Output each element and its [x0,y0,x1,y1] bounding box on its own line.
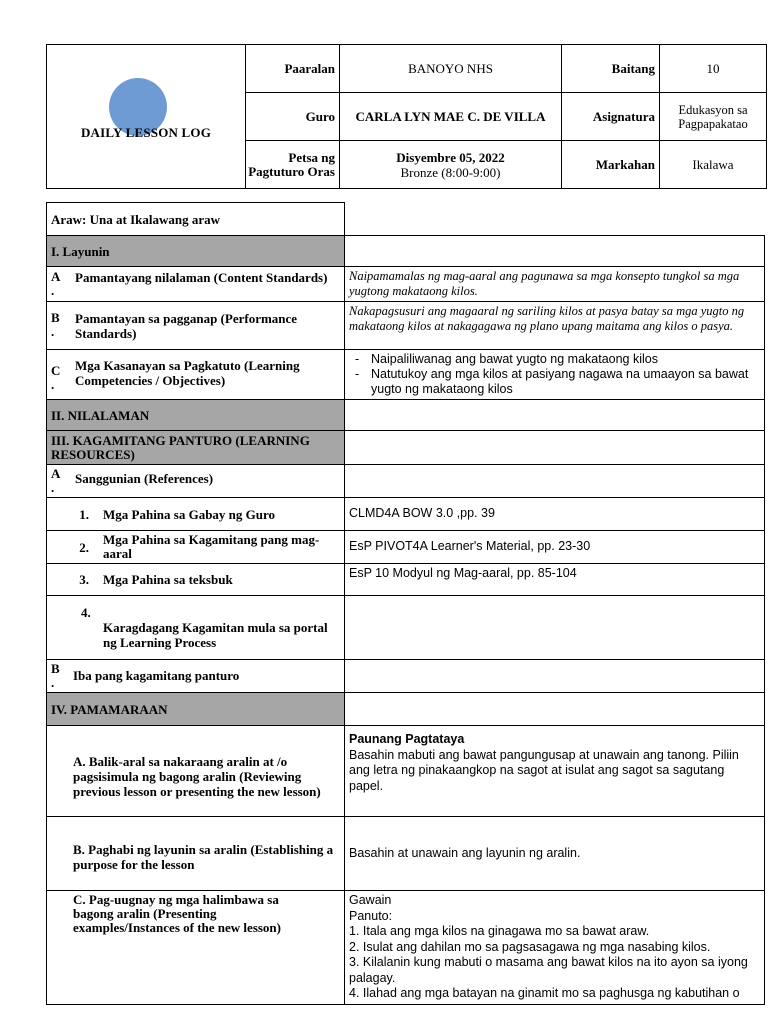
lesson-table [46,202,765,1005]
proc-c-line: 3. Kilalanin kung mabuti o masama ang bawat kilos na ito ayon sa iyong palagay. [349,955,748,985]
ref3-num: 3. [79,572,89,587]
ref1-label: Mga Pahina sa Gabay ng Guro [103,506,276,522]
daily-lesson-log-title: DAILY LESSON LOG [80,125,212,140]
references-blank [345,465,765,498]
proc-a-value [345,726,765,817]
content-standards-value: Naipamamalas ng mag-aaral ang pagunawa sa mga konsepto tungkol sa mga yugtong makataong kilos. [345,267,765,302]
proc-c-line: 2. Isulat ang dahilan mo sa pagsasagawa ng mga nasabing kilos. [349,939,711,954]
ref1-num: 1. [79,506,89,522]
content-standards-label: Pamantayang nilalaman (Content Standards) [75,270,328,285]
ref3-label-cell [47,564,345,596]
proc-c-line: 4. Ilahad ang mga batayan na ginamit mo sa paghusga ng kabutihan o [349,986,740,1000]
proc-b-value: Basahin at unawain ang layunin ng aralin. [345,817,765,891]
ref3-label: Mga Pahina sa teksbuk [103,572,233,587]
logo-cell [47,45,246,189]
ref2-value: EsP PIVOT4A Learner's Material, pp. 23-30 [345,531,765,564]
layunin-blank [345,236,765,267]
nilalaman-heading: II. NILALAMAN [47,400,345,431]
layunin-heading: I. Layunin [47,236,345,267]
markahan-label: Markahan [562,141,660,189]
ref4-num: 4. [81,605,91,620]
pamamaraan-blank [345,693,765,726]
ref3-value: EsP 10 Modyul ng Mag-aaral, pp. 85-104 [345,564,765,596]
performance-standards-label: Pamantayan sa pagganap (Performance Standards) [75,310,298,341]
a-letter: A [51,269,61,284]
content-standards-label-cell: A . Pamantayang nilalaman (Content Standards) [47,267,345,302]
pamamaraan-heading: IV. PAMAMARAAN [47,693,345,726]
proc-c-value [345,891,765,1005]
proc-c-line: 1. Itala ang mga kilos na ginagawa mo sa bawat araw. [349,924,650,938]
ref4-value [345,596,765,660]
kagamitan-heading: III. KAGAMITANG PANTURO (LEARNING RESOURCES) [47,431,345,465]
proc-a-label-cell [47,726,345,817]
competencies-value [345,350,765,400]
petsa-value: Disyembre 05, 2022 [396,149,505,165]
references-label: Sanggunian (References) [75,471,214,486]
ref2-label: Mga Pahina sa Kagamitang pang mag-aaral [103,532,320,561]
ref4-label-cell [47,596,345,660]
proc-b-label: B. Paghabi ng layunin sa aralin (Establishing a purpose for the lesson [73,841,334,872]
iba-value [345,660,765,693]
competencies-label: Mga Kasanayan sa Pagkatuto (Learning Competencies / Objectives) [75,357,300,388]
paaralan-value: BANOYO NHS [340,45,562,93]
b-letter: B [51,309,60,325]
petsa-label: Petsa ng Pagtuturo Oras [246,141,340,189]
guro-value: CARLA LYN MAE C. DE VILLA [340,93,562,141]
nilalaman-blank [345,400,765,431]
paunang-pagtataya-title: Paunang Pagtataya [349,732,465,746]
iba-label: Iba pang kagamitang panturo [73,668,240,683]
paaralan-label: Paaralan [246,45,340,93]
c-letter: C [51,362,61,378]
proc-a-label: A. Balik-aral sa nakaraang aralin at /o pagsisimula ng bagong aralin (Reviewing previous lesson or presenting the new lesson) [73,753,321,799]
baitang-value: 10 [660,45,767,93]
performance-standards-label-cell: B . Pamantayan sa pagganap (Performance Standards) [47,302,345,350]
paunang-pagtataya-text: Basahin mabuti ang bawat pangungusap at unawain ang tanong. Piliin ang letra ng pinakaangkop na sagot at isulat ang sagot sa sagutang papel. [349,747,739,793]
proc-b-label-cell [47,817,345,891]
performance-standards-value: Nakapagsusuri ang magaaral ng sariling kilos at pasya batay sa mga yugto ng makataong kilos at nakagagawa ng plano upang maitama ang kilos o pasya. [345,302,765,350]
proc-c-line: Gawain [349,893,392,907]
proc-c-label: C. Pag-uugnay ng mga halimbawa sa bagong aralin (Presenting examples/Instances of the new lesson) [73,892,281,935]
competency-item: - Naipaliliwanag ang bawat yugto ng makataong kilos [349,352,760,367]
competency-item: - Natutukoy ang mga kilos at pasiyang nagawa na umaayon sa bawat yugto ng makataong kilos [349,367,760,397]
ref1-value: CLMD4A BOW 3.0 ,pp. 39 [345,498,765,531]
baitang-label: Baitang [562,45,660,93]
asignatura-label: Asignatura [562,93,660,141]
references-label-cell: A . Sanggunian (References) [47,465,345,498]
ib-letter: B [51,661,60,676]
proc-c-label-cell [47,891,345,1005]
araw-cell: Araw: Una at Ikalawang araw [47,203,345,236]
ref1-label-cell [47,498,345,531]
ref2-num: 2. [79,539,89,555]
ref4-label: Karagdagang Kagamitan mula sa portal ng Learning Process [103,620,328,650]
guro-label: Guro [246,93,340,141]
asignatura-value: Edukasyon sa Pagpapakatao [660,93,767,141]
kagamitan-blank [345,431,765,465]
iba-label-cell: B . Iba pang kagamitang panturo [47,660,345,693]
proc-c-line: Panuto: [349,908,393,923]
petsa-cell [340,141,562,189]
header-table [46,44,767,189]
ref-letter: A [51,466,61,481]
markahan-value: Ikalawa [660,141,767,189]
oras-value: Bronze (8:00-9:00) [400,164,501,180]
competencies-label-cell: C . Mga Kasanayan sa Pagkatuto (Learning Competencies / Objectives) [47,350,345,400]
araw-blank [345,203,765,236]
ref2-label-cell [47,531,345,564]
